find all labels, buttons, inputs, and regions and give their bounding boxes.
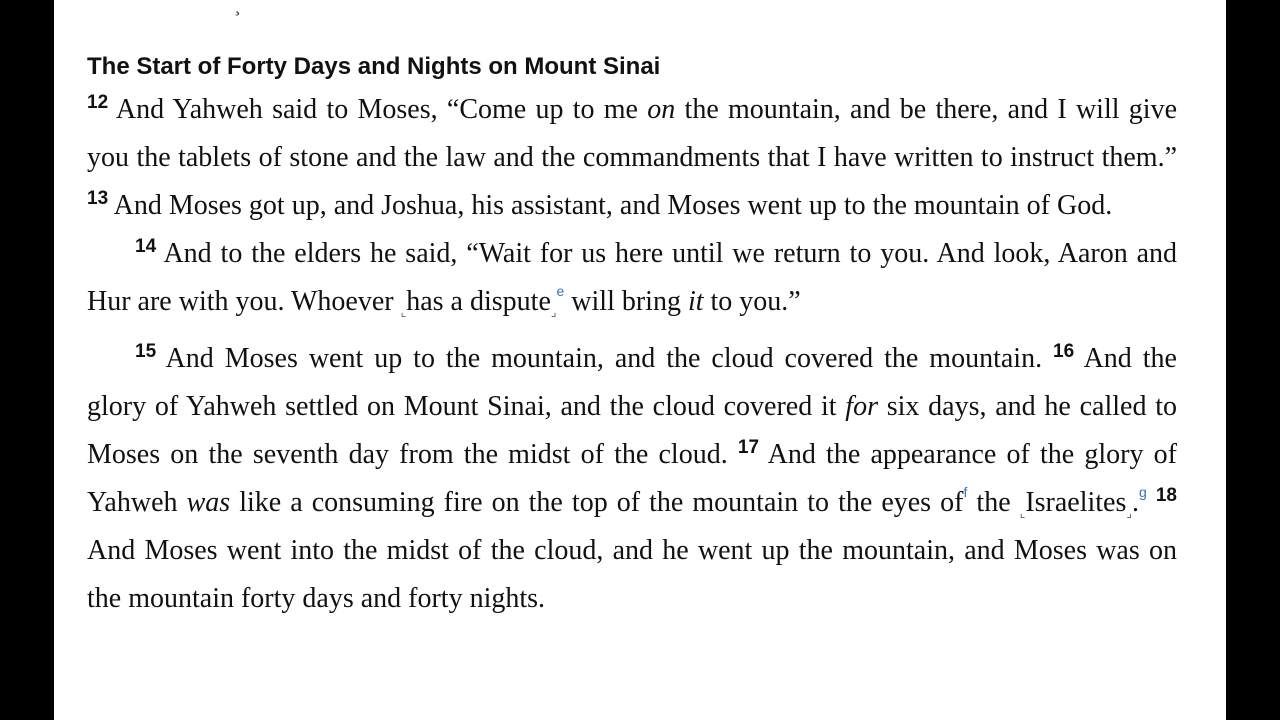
verse-12-text-2: the mountain, and be there, and I will give you the tablets of stone and the law and the commandments that I have written to instruct them.” [87, 94, 1177, 173]
verse-18-text: And Moses went into the midst of the cloud, and he went up the mountain, and Moses was on the mountain forty days and forty nights. [87, 535, 1177, 614]
verse-number-16: 16 [1053, 341, 1075, 362]
open-bracket: ⌞ [1019, 506, 1026, 520]
footnote-link-f[interactable]: f [963, 484, 968, 500]
verse-14-text-3: will bring [564, 286, 688, 317]
verse-16-text-2: six days, and he called to Moses on the seventh day from the midst of the cloud. [87, 391, 1177, 470]
verse-17-text-6 [1147, 487, 1156, 518]
open-bracket: ⌞ [400, 305, 407, 319]
paragraph-2 [87, 230, 1177, 326]
verse-17-text-2: like a consuming fire on the top of the mountain to the eyes of [230, 487, 964, 518]
top-text-fragment: ¸ [234, 0, 241, 16]
verse-17-italic: was [186, 487, 231, 518]
verse-12-italic: on [647, 94, 676, 125]
verse-14-text-4: to you.” [703, 286, 801, 317]
verse-14-text-2: has a dispute [406, 286, 551, 317]
paragraph-3 [87, 335, 1177, 623]
footnote-link-g[interactable]: g [1139, 484, 1147, 500]
document-page [54, 0, 1226, 720]
verse-13-text: And Moses got up, and Joshua, his assistant, and Moses went up to the mountain of God. [108, 190, 1113, 221]
verse-16-italic: for [845, 391, 878, 422]
footnote-link-e[interactable]: e [556, 283, 565, 299]
close-bracket: ⌟ [1126, 506, 1132, 520]
verse-14-text-1: And to the elders he said, “Wait for us here until we return to you. And look, Aaron and Hur are with you. Whoever [87, 238, 1177, 317]
verse-17-text-4: Israelites [1025, 487, 1127, 518]
verse-15-text: And Moses went up to the mountain, and the cloud covered the mountain. [156, 343, 1054, 374]
verse-number-17: 17 [737, 437, 760, 458]
verse-17-text-3: the [967, 487, 1020, 518]
verse-12-text-1: And Yahweh said to Moses, “Come up to me [108, 94, 648, 125]
verse-number-12: 12 [87, 92, 109, 113]
verse-14-italic: it [687, 286, 704, 317]
paragraph-1 [87, 86, 1177, 230]
verse-number-15: 15 [135, 341, 157, 362]
verse-number-18: 18 [1155, 485, 1177, 506]
verse-number-14: 14 [135, 236, 157, 257]
close-bracket: ⌟ [550, 305, 557, 319]
verse-number-13: 13 [87, 188, 109, 209]
document-content [87, 48, 1177, 623]
verse-16-text-1: And the glory of Yahweh settled on Mount Sinai, and the cloud covered it [87, 343, 1177, 422]
section-heading: The Start of Forty Days and Nights on Mount Sinai [87, 53, 661, 80]
verse-17-text-5: . [1132, 487, 1139, 518]
verse-17-text-1: And the appearance of the glory of Yahweh [87, 439, 1178, 518]
